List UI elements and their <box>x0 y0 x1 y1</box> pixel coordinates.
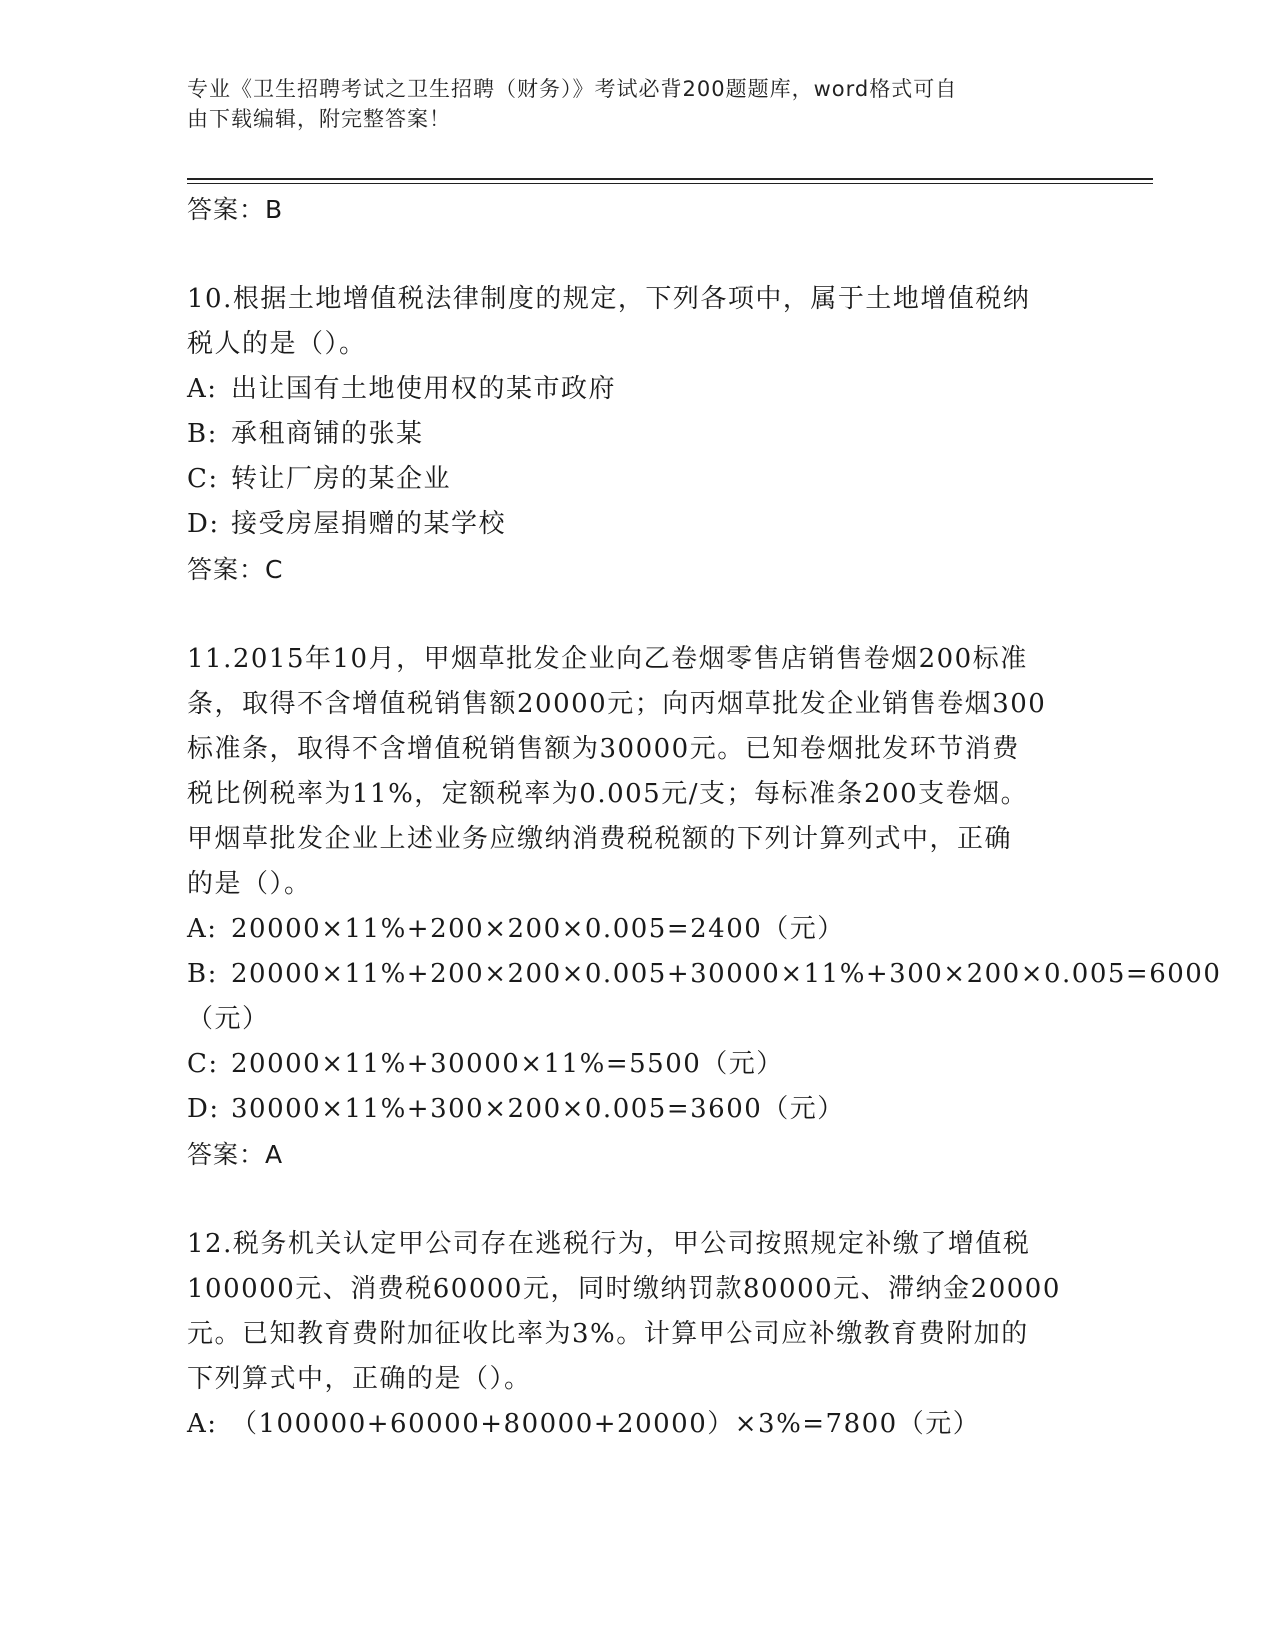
question-11 <box>187 637 1222 1177</box>
question-stem-line: 条，取得不含增值税销售额20000元；向丙烟草批发企业销售卷烟300 <box>187 689 1047 719</box>
question-stem-line: 元。已知教育费附加征收比率为3%。计算甲公司应补缴教育费附加的 <box>187 1319 1029 1349</box>
question-stem-line: 下列算式中，正确的是（）。 <box>187 1364 532 1394</box>
question-stem-line: 标准条，取得不含增值税销售额为30000元。已知卷烟批发环节消费 <box>187 734 1020 764</box>
question-stem-line: 12.税务机关认定甲公司存在逃税行为，甲公司按照规定补缴了增值税 <box>187 1229 1031 1259</box>
option-letter: D: <box>187 1094 220 1124</box>
option-b <box>187 952 1222 997</box>
header-rule-thin <box>187 183 1153 184</box>
option-text: 20000×11%+200×200×0.005=2400（元） <box>231 914 845 944</box>
answer: 答案：C <box>187 555 284 584</box>
option-text: 承租商铺的张某 <box>231 419 424 449</box>
header-line-1: 专业《卫生招聘考试之卫生招聘（财务）》考试必背200题题库，word格式可自 <box>187 77 958 101</box>
option-letter: D: <box>187 509 220 539</box>
option-letter: B: <box>187 419 218 449</box>
option-a <box>187 367 1087 412</box>
option-text: 20000×11%+30000×11%=5500（元） <box>231 1049 784 1079</box>
question-stem-line: 10.根据土地增值税法律制度的规定，下列各项中，属于土地增值税纳 <box>187 284 1031 314</box>
question-10 <box>187 277 1087 592</box>
option-a <box>187 907 1087 952</box>
question-12 <box>187 1222 1087 1447</box>
option-c <box>187 457 1087 502</box>
option-text: 30000×11%+300×200×0.005=3600（元） <box>231 1094 845 1124</box>
option-text: 转让厂房的某企业 <box>231 464 452 494</box>
answer: 答案：A <box>187 1140 284 1169</box>
question-stem-line: 税人的是（）。 <box>187 329 367 359</box>
option-a <box>187 1402 1087 1447</box>
option-b-continuation: （元） <box>187 1004 270 1034</box>
question-stem-line: 的是（）。 <box>187 869 312 899</box>
question-stem-line: 100000元、消费税60000元，同时缴纳罚款80000元、滞纳金20000 <box>187 1274 1061 1304</box>
option-d <box>187 502 1087 547</box>
option-text: 接受房屋捐赠的某学校 <box>231 509 507 539</box>
spacer <box>187 1177 1087 1222</box>
option-letter: B: <box>187 959 218 989</box>
document-body <box>187 187 1222 1447</box>
option-d <box>187 1087 1087 1132</box>
header-line-2: 由下载编辑，附完整答案！ <box>187 107 451 131</box>
option-letter: C: <box>187 1049 219 1079</box>
question-stem-line: 甲烟草批发企业上述业务应缴纳消费税税额的下列计算列式中，正确 <box>187 824 1013 854</box>
header-rule-thick <box>187 178 1153 180</box>
question-stem-line: 11.2015年10月，甲烟草批发企业向乙卷烟零售店销售卷烟200标准 <box>187 644 1028 674</box>
option-text: 20000×11%+200×200×0.005+30000×11%+300×200×0.005=6000 <box>231 959 1222 989</box>
previous-answer: 答案：B <box>187 195 284 224</box>
option-letter: A: <box>187 1409 218 1439</box>
option-text: （100000+60000+80000+20000）×3%=7800（元） <box>231 1409 981 1439</box>
option-letter: A: <box>187 374 218 404</box>
question-stem-line: 税比例税率为11%，定额税率为0.005元/支；每标准条200支卷烟。 <box>187 779 1029 809</box>
option-b <box>187 412 1087 457</box>
option-text: 出让国有土地使用权的某市政府 <box>231 374 617 404</box>
option-letter: C: <box>187 464 219 494</box>
document-header <box>187 74 1067 134</box>
option-letter: A: <box>187 914 218 944</box>
spacer <box>187 232 1087 277</box>
option-c <box>187 1042 1087 1087</box>
spacer <box>187 592 1087 637</box>
